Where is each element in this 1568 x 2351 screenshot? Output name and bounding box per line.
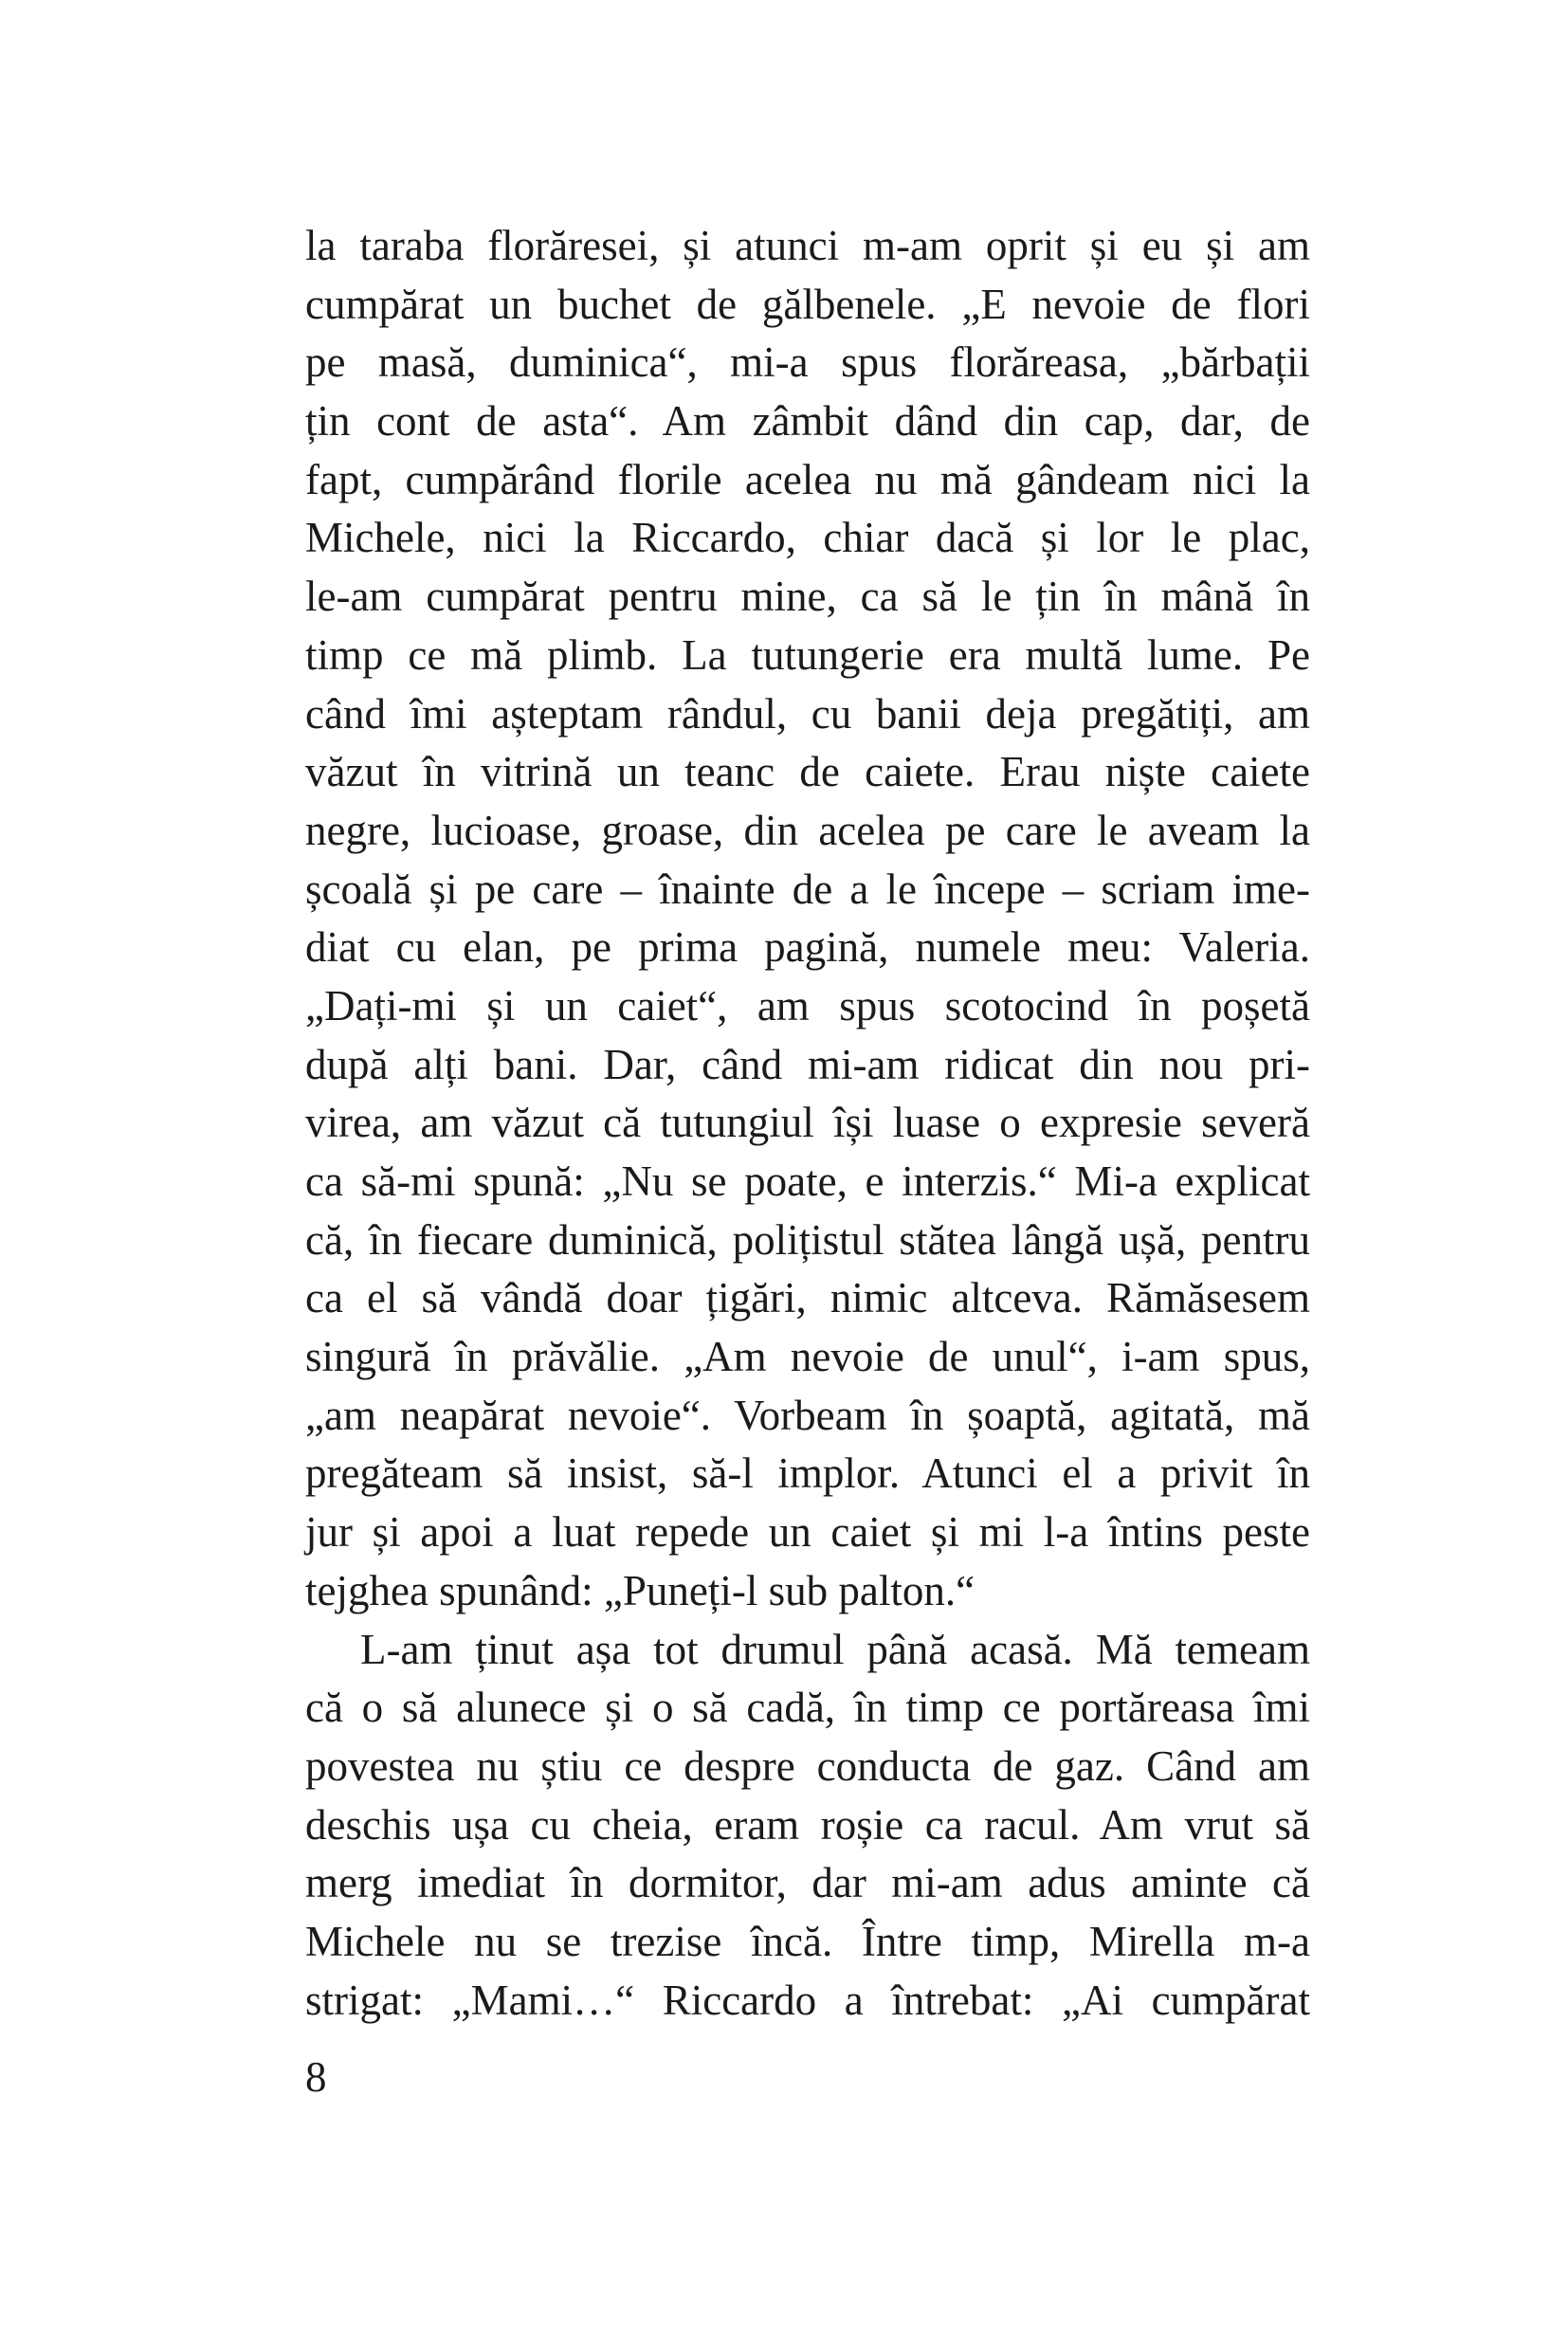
text-line: strigat: „Mami…“ Riccardo a întrebat: „Ai cumpărat [305,1976,1310,2024]
text-line: L-am ținut așa tot drumul până acasă. Mă temeam [360,1625,1310,1673]
text-line: „Dați-mi și un caiet“, am spus scotocind în poșetă [305,981,1310,1030]
text-line: negre, lucioase, groase, din acelea pe care le aveam la [305,806,1310,854]
text-line: văzut în vitrină un teanc de caiete. Erau niște caiete [305,748,1310,796]
text-line: fapt, cumpărând florile acelea nu mă gândeam nici la [305,455,1310,503]
paragraph-1 [305,217,1310,1621]
text-line: deschis ușa cu cheia, eram roșie ca racul. Am vrut să [305,1800,1310,1849]
text-line: pe masă, duminica“, mi-a spus florăreasa, „bărbații [305,338,1310,387]
page-number: 8 [305,2053,327,2101]
text-line: jur și apoi a luat repede un caiet și mi l-a întins peste [305,1508,1310,1557]
text-line: Michele nu se trezise încă. Între timp, Mirella m-a [305,1917,1310,1965]
text-line: povestea nu știu ce despre conducta de gaz. Când am [305,1741,1310,1790]
text-line: tejghea spunând: „Puneți-l sub palton.“ [305,1566,975,1614]
text-line: singură în prăvălie. „Am nevoie de unul“, i-am spus, [305,1333,1310,1381]
body-text [305,217,1310,2030]
text-line: după alți bani. Dar, când mi-am ridicat din nou pri- [305,1040,1310,1088]
text-line: că, în fiecare duminică, polițistul stătea lângă ușă, pentru [305,1215,1310,1264]
paragraph-2 [305,1621,1310,2031]
text-line: ca să-mi spună: „Nu se poate, e interzis.“ Mi-a explicat [305,1157,1310,1205]
text-line: Michele, nici la Riccardo, chiar dacă și lor le plac, [305,514,1310,562]
text-line: când îmi așteptam rândul, cu banii deja pregătiți, am [305,689,1310,738]
text-line: la taraba florăresei, și atunci m-am oprit și eu și am [305,222,1310,269]
text-line: cumpărat un buchet de gălbenele. „E nevoie de flori [305,280,1310,328]
text-line: diat cu elan, pe prima pagină, numele meu: Valeria. [305,923,1310,972]
text-line: virea, am văzut că tutungiul își luase o expresie severă [305,1099,1310,1147]
text-line: timp ce mă plimb. La tutungerie era multă lume. Pe [305,630,1310,679]
text-line: „am neapărat nevoie“. Vorbeam în șoaptă, agitată, mă [305,1391,1310,1439]
text-line: ca el să vândă doar țigări, nimic altceva. Rămăsesem [305,1274,1310,1322]
text-line: pregăteam să insist, să-l implor. Atunci el a privit în [305,1449,1310,1498]
text-line: le-am cumpărat pentru mine, ca să le țin în mână în [305,573,1310,621]
text-line: țin cont de asta“. Am zâmbit dând din cap, dar, de [305,397,1310,446]
text-line: că o să alunece și o să cadă, în timp ce portăreasa îmi [305,1684,1310,1732]
text-line: școală și pe care – înainte de a le începe – scriam ime- [305,865,1310,913]
text-line: merg imediat în dormitor, dar mi-am adus aminte că [305,1859,1310,1907]
